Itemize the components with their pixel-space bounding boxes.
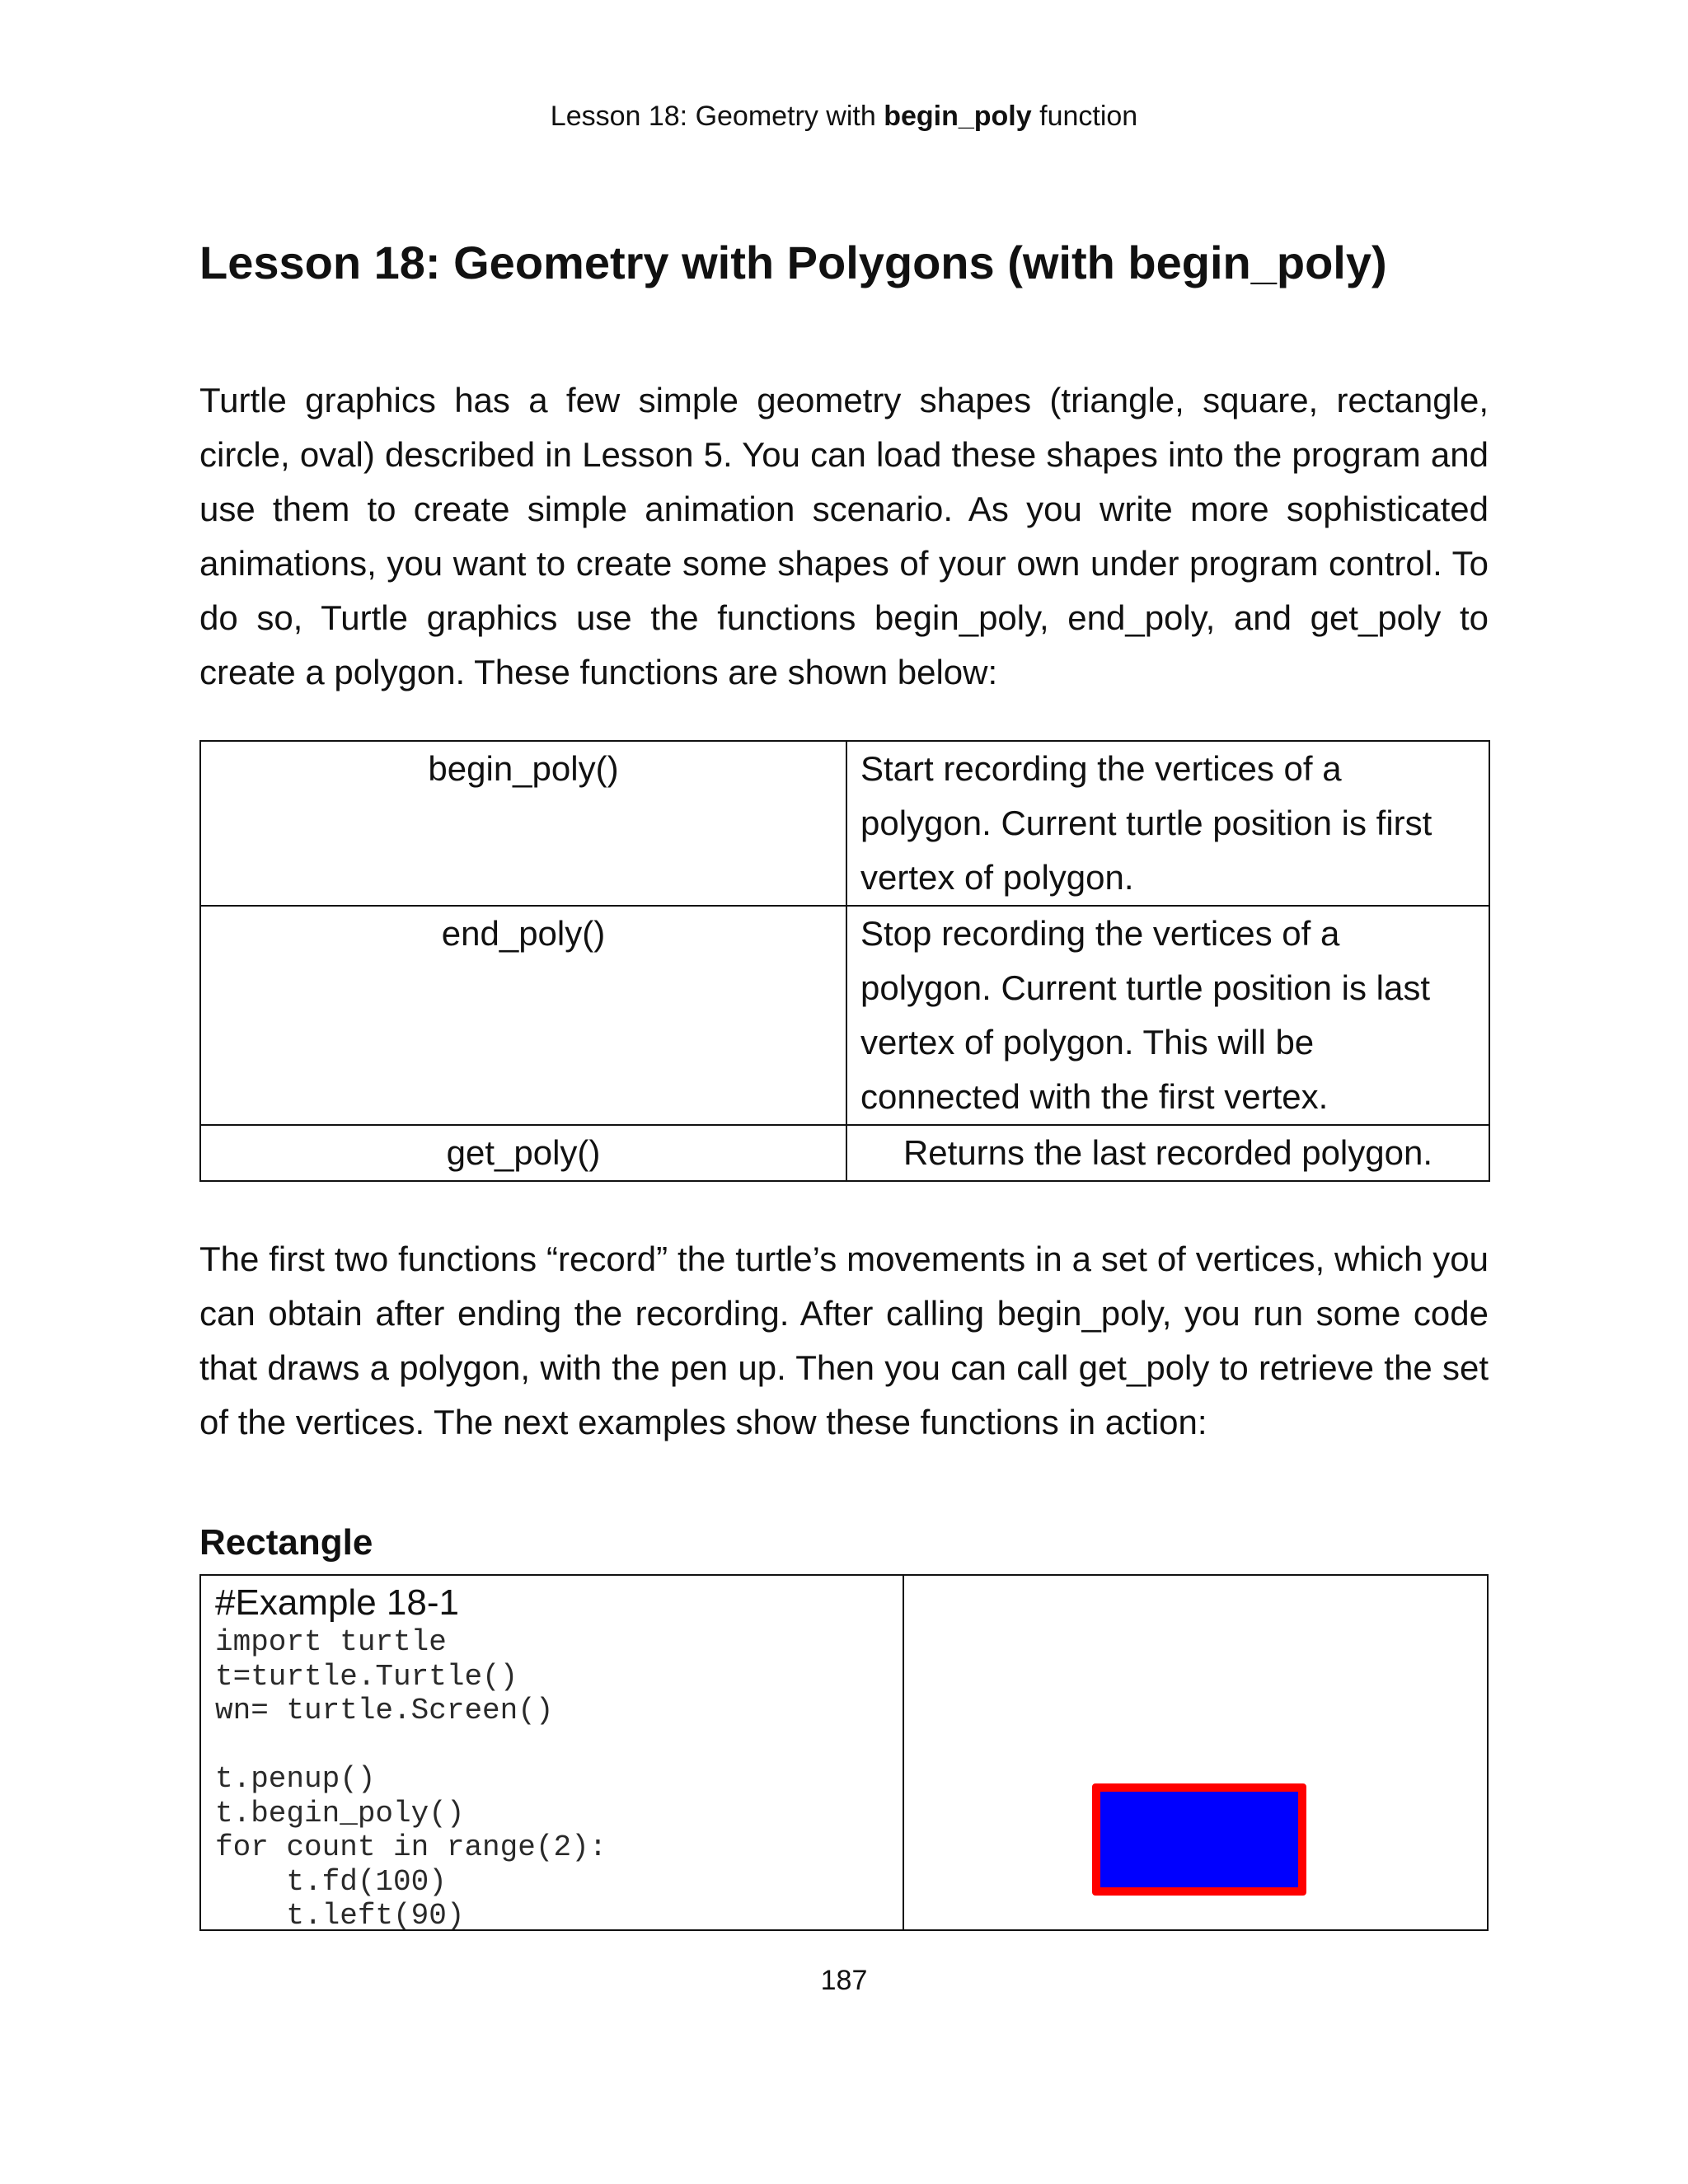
code-line — [215, 1728, 903, 1763]
code-line: wn= turtle.Screen() — [215, 1694, 554, 1727]
code-line: import turtle — [215, 1625, 447, 1659]
running-header — [0, 99, 1688, 134]
intro-paragraph: Turtle graphics has a few simple geometry shapes (triangle, square, rectangle, circle, oval) described in Lesson 5. You can load these shapes into the program and use them to create simple animation scenario. As you write more sophisticated animations, you want to create some shapes of your own under program control. To do so, Turtle graphics use the functions begin_poly, end_poly, and get_poly to create a polygon. These functions are shown below: — [199, 381, 1489, 691]
running-header-prefix: Lesson 18: Geometry with — [550, 101, 884, 132]
function-name: begin_poly() — [200, 741, 846, 906]
table-row — [200, 1125, 1489, 1181]
function-description: Returns the last recorded polygon. — [846, 1125, 1489, 1181]
code-line: t=turtle.Turtle() — [215, 1659, 518, 1694]
running-header-suffix: function — [1031, 101, 1138, 132]
code-line: t.penup() — [215, 1762, 376, 1796]
function-description: Stop recording the vertices of a polygon. Current turtle position is last vertex of polygon. This will be connected with the first vertex. — [846, 906, 1489, 1125]
function-name: get_poly() — [200, 1125, 846, 1181]
page-number: 187 — [820, 1965, 868, 1996]
running-header-bold: begin_poly — [884, 101, 1032, 132]
code-line: t.fd(100) — [215, 1864, 447, 1899]
section-heading: Rectangle — [199, 1522, 373, 1563]
code-line: for count in range(2): — [215, 1830, 607, 1864]
body-paragraph: The first two functions “record” the turtle’s movements in a set of vertices, which you can obtain after ending the recording. After calling begin_poly, you run some code that draws a polygon, with the pen up. Then you can call get_poly to retrieve the set of the vertices. The next examples show these functions in action: — [199, 1240, 1489, 1441]
page-title: Lesson 18: Geometry with Polygons (with begin_poly) — [199, 237, 1387, 288]
table-row — [200, 741, 1489, 906]
function-name: end_poly() — [200, 906, 846, 1125]
example-title: #Example 18-1 — [215, 1582, 459, 1623]
rectangle-output-image — [1092, 1783, 1306, 1896]
functions-table — [199, 740, 1490, 1182]
function-description: Start recording the vertices of a polygon. Current turtle position is first vertex of polygon. — [846, 741, 1489, 906]
code-cell — [201, 1576, 904, 1929]
output-preview-cell — [904, 1576, 1487, 1929]
code-line: t.left(90) — [215, 1899, 465, 1929]
code-line: t.begin_poly() — [215, 1796, 465, 1830]
example-box — [199, 1574, 1489, 1931]
table-row — [200, 906, 1489, 1125]
